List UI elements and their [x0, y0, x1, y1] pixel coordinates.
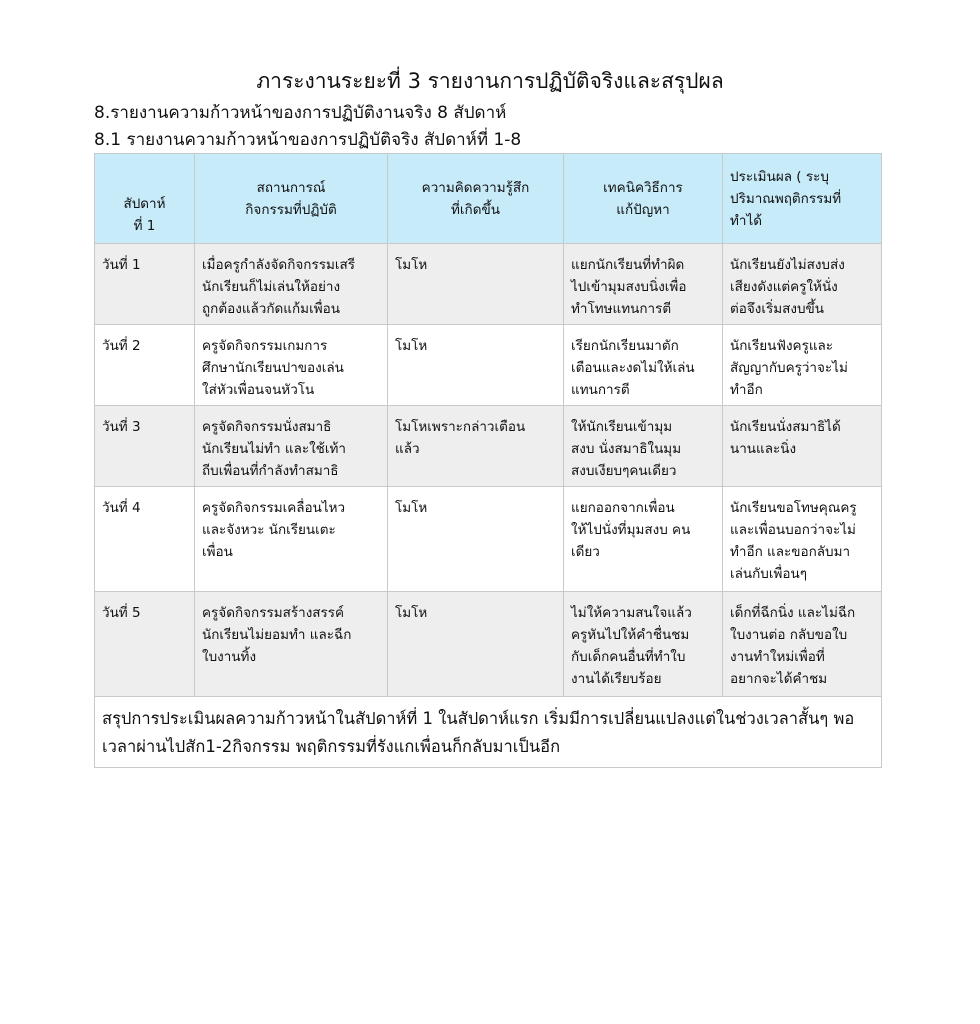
header-week: สัปดาห์ ที่ 1 — [95, 154, 195, 244]
table-row — [95, 325, 882, 406]
evaluation-cell: เด็กที่ฉีกนิ่ง และไม่ฉีก ใบงานต่อ กลับขอใบ งานทำใหม่เพื่อที่ อยากจะได้คำชม — [723, 592, 882, 697]
table-row — [95, 592, 882, 697]
summary-cell: สรุปการประเมินผลความก้าวหน้าในสัปดาห์ที่ 1 ในสัปดาห์แรก เริ่มมีการเปลี่ยนแปลงแต่ในช่วงเวลาสั้นๆ พอเวลาผ่านไปสัก1-2กิจกรรม พฤติกรรมที่รังแกเพื่อนก็กลับมาเป็นอีก — [95, 697, 882, 768]
table-row — [95, 487, 882, 592]
day-cell: วันที่ 3 — [95, 406, 195, 487]
evaluation-cell: นักเรียนขอโทษคุณครู และเพื่อนบอกว่าจะไม่ ทำอีก และขอกลับมา เล่นกับเพื่อนๆ — [723, 487, 882, 592]
header-situation: สถานการณ์ กิจกรรมที่ปฏิบัติ — [195, 154, 388, 244]
feelings-cell: โมโหเพราะกล่าวเตือน แล้ว — [388, 406, 564, 487]
feelings-cell: โมโห — [388, 592, 564, 697]
day-cell: วันที่ 1 — [95, 244, 195, 325]
evaluation-cell: นักเรียนนั่งสมาธิได้ นานและนิ่ง — [723, 406, 882, 487]
situation-cell: เมื่อครูกำลังจัดกิจกรรมเสรี นักเรียนก็ไม่เล่นให้อย่าง ถูกต้องแล้วกัดแก้มเพื่อน — [195, 244, 388, 325]
technique-cell: ไม่ให้ความสนใจแล้ว ครูหันไปให้คำชื่นชม กับเด็กคนอื่นที่ทำใบ งานได้เรียบร้อย — [564, 592, 723, 697]
table-header-row — [95, 154, 882, 244]
subsection-heading: 8.1 รายงานความก้าวหน้าของการปฏิบัติจริง สัปดาห์ที่ 1-8 — [94, 130, 522, 150]
situation-cell: ครูจัดกิจกรรมนั่งสมาธิ นักเรียนไม่ทำ และใช้เท้า ถีบเพื่อนที่กำลังทำสมาธิ — [195, 406, 388, 487]
technique-cell: เรียกนักเรียนมาตัก เตือนและงดไม่ให้เล่น แทนการตี — [564, 325, 723, 406]
technique-cell: แยกออกจากเพื่อน ให้ไปนั่งที่มุมสงบ คน เดียว — [564, 487, 723, 592]
technique-cell: ให้นักเรียนเข้ามุม สงบ นั่งสมาธิในมุม สงบเงียบๆคนเดียว — [564, 406, 723, 487]
evaluation-cell: นักเรียนฟังครูและ สัญญากับครูว่าจะไม่ ทำอีก — [723, 325, 882, 406]
section-heading: 8.รายงานความก้าวหน้าของการปฏิบัติงานจริง 8 สัปดาห์ — [94, 103, 507, 123]
evaluation-cell: นักเรียนยังไม่สงบส่ง เสียงดังแต่ครูให้นั่ง ต่อจึงเริ่มสงบขึ้น — [723, 244, 882, 325]
summary-row — [95, 697, 882, 768]
situation-cell: ครูจัดกิจกรรมสร้างสรรค์ นักเรียนไม่ยอมทำ และฉีก ใบงานทิ้ง — [195, 592, 388, 697]
table-row — [95, 244, 882, 325]
day-cell: วันที่ 5 — [95, 592, 195, 697]
feelings-cell: โมโห — [388, 325, 564, 406]
table-row — [95, 406, 882, 487]
page-title: ภาระงานระยะที่ 3 รายงานการปฏิบัติจริงและสรุปผล — [256, 69, 724, 93]
situation-cell: ครูจัดกิจกรรมเกมการ ศึกษานักเรียนปาของเล่น ใส่หัวเพื่อนจนหัวโน — [195, 325, 388, 406]
day-cell: วันที่ 2 — [95, 325, 195, 406]
header-feelings: ความคิดความรู้สึก ที่เกิดขึ้น — [388, 154, 564, 244]
day-cell: วันที่ 4 — [95, 487, 195, 592]
technique-cell: แยกนักเรียนที่ทำผิด ไปเข้ามุมสงบนิ่งเพื่อ ทำโทษแทนการตี — [564, 244, 723, 325]
header-evaluation: ประเมินผล ( ระบุ ปริมาณพฤติกรรมที่ ทำได้ — [723, 154, 882, 244]
feelings-cell: โมโห — [388, 244, 564, 325]
situation-cell: ครูจัดกิจกรรมเคลื่อนไหว และจังหวะ นักเรียนเตะ เพื่อน — [195, 487, 388, 592]
feelings-cell: โมโห — [388, 487, 564, 592]
header-technique: เทคนิควิธีการ แก้ปัญหา — [564, 154, 723, 244]
progress-report-table — [94, 153, 882, 768]
